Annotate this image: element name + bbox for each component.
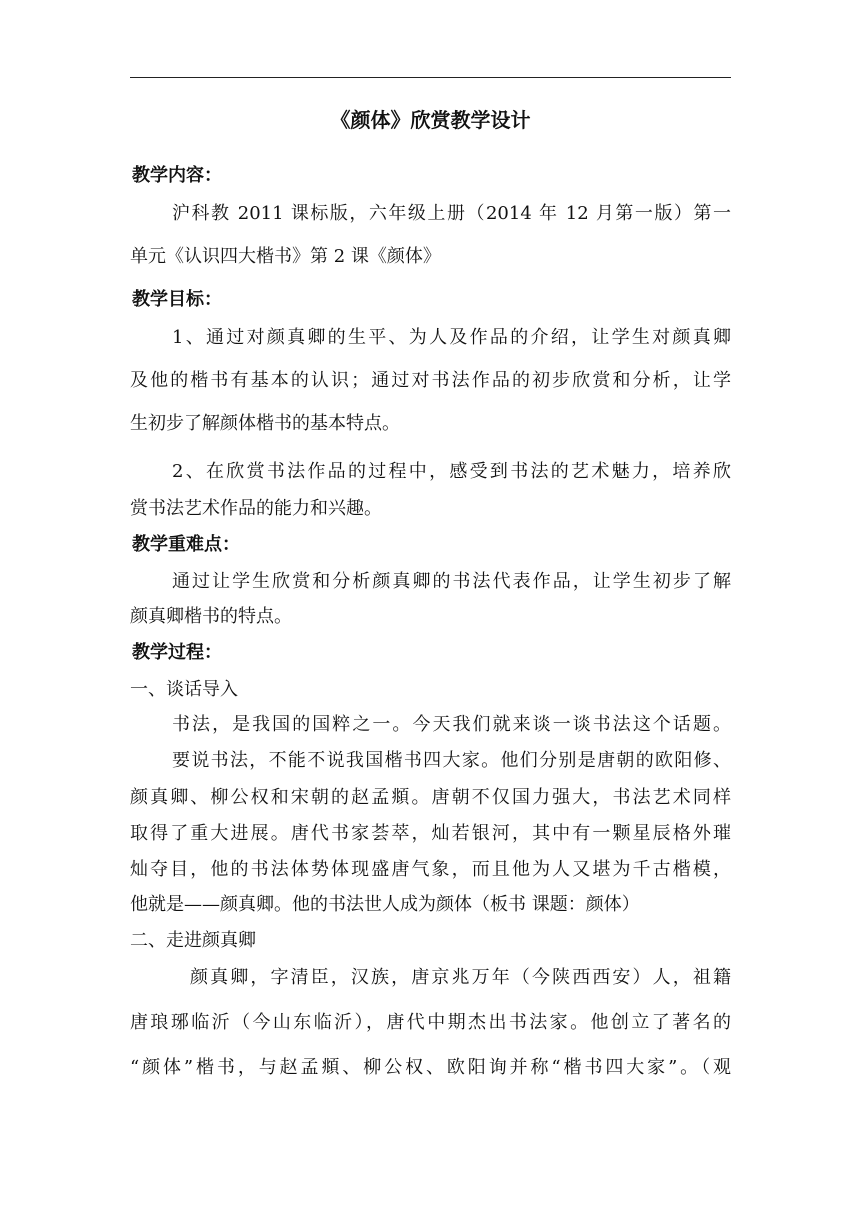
paragraph-line: 及他的楷书有基本的认识；通过对书法作品的初步欣赏和分析，让学	[130, 370, 731, 391]
subsection-heading: 一、谈话导入	[130, 679, 238, 700]
paragraph-line: 通过让学生欣赏和分析颜真卿的书法代表作品，让学生初步了解	[172, 571, 731, 592]
section-heading-goals: 教学目标：	[132, 289, 222, 310]
paragraph-line: 单元《认识四大楷书》第 2 课《颜体》	[130, 246, 441, 267]
paragraph-line: 颜真卿，字清臣，汉族，唐京兆万年（今陕西西安）人，祖籍	[190, 967, 731, 988]
header-rule	[130, 77, 731, 78]
paragraph-line: 2、在欣赏书法作品的过程中，感受到书法的艺术魅力，培养欣	[172, 461, 731, 482]
paragraph-line: 书法，是我国的国粹之一。今天我们就来谈一谈书法这个话题。	[172, 714, 731, 735]
paragraph-line: 灿夺目，他的书法体势体现盛唐气象，而且他为人又堪为千古楷模，	[130, 859, 731, 880]
paragraph-line: “颜体”楷书，与赵孟頫、柳公权、欧阳询并称“楷书四大家”。（观	[130, 1057, 731, 1078]
paragraph-line: 1、通过对颜真卿的生平、为人及作品的介绍，让学生对颜真卿	[172, 327, 731, 348]
paragraph-line: 唐琅琊临沂（今山东临沂），唐代中期杰出书法家。他创立了著名的	[130, 1012, 731, 1033]
section-heading-process: 教学过程：	[132, 642, 222, 663]
paragraph-line: 颜真卿、柳公权和宋朝的赵孟頫。唐朝不仅国力强大，书法艺术同样	[130, 787, 731, 808]
subsection-heading: 二、走进颜真卿	[130, 930, 256, 951]
paragraph-line: 生初步了解颜体楷书的基本特点。	[130, 413, 400, 434]
paragraph-line: 他就是——颜真卿。他的书法世人成为颜体（板书 课题：颜体）	[130, 894, 640, 915]
section-heading-content: 教学内容：	[132, 165, 222, 186]
paragraph-line: 颜真卿楷书的特点。	[130, 606, 292, 627]
paragraph-line: 赏书法艺术作品的能力和兴趣。	[130, 498, 382, 519]
paragraph-line: 要说书法，不能不说我国楷书四大家。他们分别是唐朝的欧阳修、	[172, 750, 731, 771]
document-title: 《颜体》欣赏教学设计	[330, 108, 531, 132]
paragraph-line: 沪科教 2011 课标版，六年级上册（2014 年 12 月第一版）第一	[172, 203, 731, 224]
paragraph-line: 取得了重大进展。唐代书家荟萃，灿若银河，其中有一颗星辰格外璀	[130, 823, 731, 844]
section-heading-difficulty: 教学重难点：	[132, 534, 240, 555]
